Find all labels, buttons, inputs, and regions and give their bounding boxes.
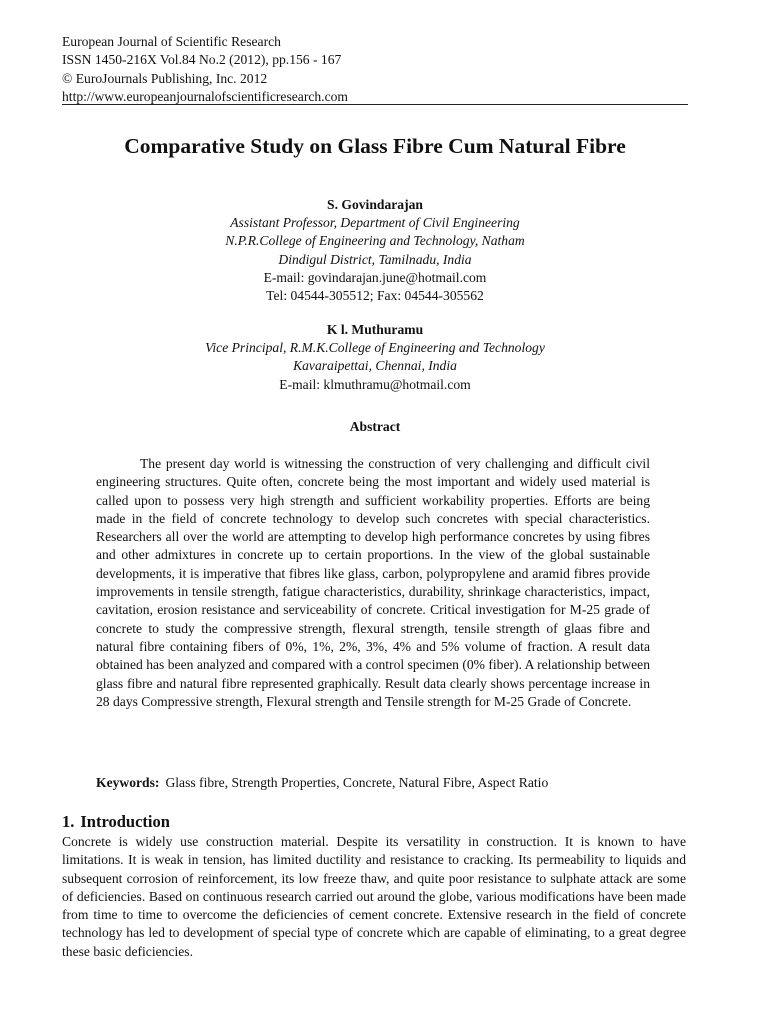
author-affiliation-line: Kavaraipettai, Chennai, India: [293, 358, 457, 374]
keywords-text: Glass fibre, Strength Properties, Concrete, Natural Fibre, Aspect Ratio: [165, 775, 549, 790]
section-number: 1.: [62, 812, 75, 831]
section-title: Introduction: [80, 812, 170, 831]
abstract-body: [96, 455, 650, 711]
author-affiliation-line: Vice Principal, R.M.K.College of Engineering and Technology: [205, 340, 545, 356]
author-email: E-mail: govindarajan.june@hotmail.com: [263, 269, 487, 285]
author-affiliation-line: Dindigul District, Tamilnadu, India: [278, 251, 472, 267]
author-name: K l. Muthuramu: [326, 322, 424, 337]
author-block-2: [0, 321, 750, 394]
abstract-heading: Abstract: [349, 419, 401, 434]
author-affiliation-line: Assistant Professor, Department of Civil Engineering: [230, 215, 520, 231]
keywords-label: Keywords:: [96, 775, 160, 790]
journal-name: European Journal of Scientific Research: [62, 34, 281, 49]
journal-header: [62, 33, 348, 107]
author-block-1: [0, 196, 750, 305]
author-phone: Tel: 04544-305512; Fax: 04544-305562: [266, 288, 484, 304]
introduction-body: [62, 833, 686, 961]
keywords-line: [96, 775, 696, 791]
copyright-line: © EuroJournals Publishing, Inc. 2012: [62, 70, 268, 86]
header-rule: [62, 104, 688, 105]
issn-line: ISSN 1450-216X Vol.84 No.2 (2012), pp.156 - 167: [62, 52, 342, 68]
introduction-paragraph: Concrete is widely use construction material. Despite its versatility in construction. It is known to have limitations. It is weak in tension, has limited ductility and resistance to cracking. Its permeability to liquids and subsequent corrosion of reinforcement, its low freeze thaw, and quite poor resistance to sulphate attack are some of deficiencies. Based on continuous research carried out around the globe, various modifications have been made from time to time to overcome the deficiencies of cement concrete. Extensive research in the field of concrete technology has led to development of special type of concrete which are capable of eliminating, to a great degree these basic deficiencies.: [62, 834, 686, 959]
author-name: S. Govindarajan: [327, 197, 423, 212]
journal-url: http://www.europeanjournalofscientificresearch.com: [62, 89, 348, 105]
section-heading-introduction: [62, 812, 170, 832]
author-email: E-mail: klmuthramu@hotmail.com: [279, 376, 471, 392]
author-affiliation-line: N.P.R.College of Engineering and Technology, Natham: [225, 233, 525, 249]
abstract-text: The present day world is witnessing the construction of very challenging and difficult civil engineering structures. Quite often, concrete being the most important and widely used material is called upon to possess very high strength and sufficient workability properties. Efforts are being made in the field of concrete technology to develop such concretes with special characteristics. Researchers all over the world are attempting to develop high performance concretes by using fibres and other admixtures in concrete up to certain proportions. In the view of the global sustainable developments, it is imperative that fibres like glass, carbon, polypropylene and aramid fibres provide improvements in tensile strength, fatigue characteristics, durability, shrinkage characteristics, impact, cavitation, erosion resistance and serviceability of concrete. Critical investigation for M-25 grade of concrete to study the compressive strength, flexural strength, tensile strength of glaas fibre and natural fibre containing fibers of 0%, 1%, 2%, 3%, 4% and 5% volume of fraction. A result data obtained has been analyzed and compared with a control specimen (0% fiber). A relationship between glass fibre and natural fibre represented graphically. Result data clearly shows percentage increase in 28 days Compressive strength, Flexural strength and Tensile strength for M-25 Grade of Concrete.: [96, 456, 650, 709]
paper-title: Comparative Study on Glass Fibre Cum Natural Fibre: [124, 134, 626, 158]
